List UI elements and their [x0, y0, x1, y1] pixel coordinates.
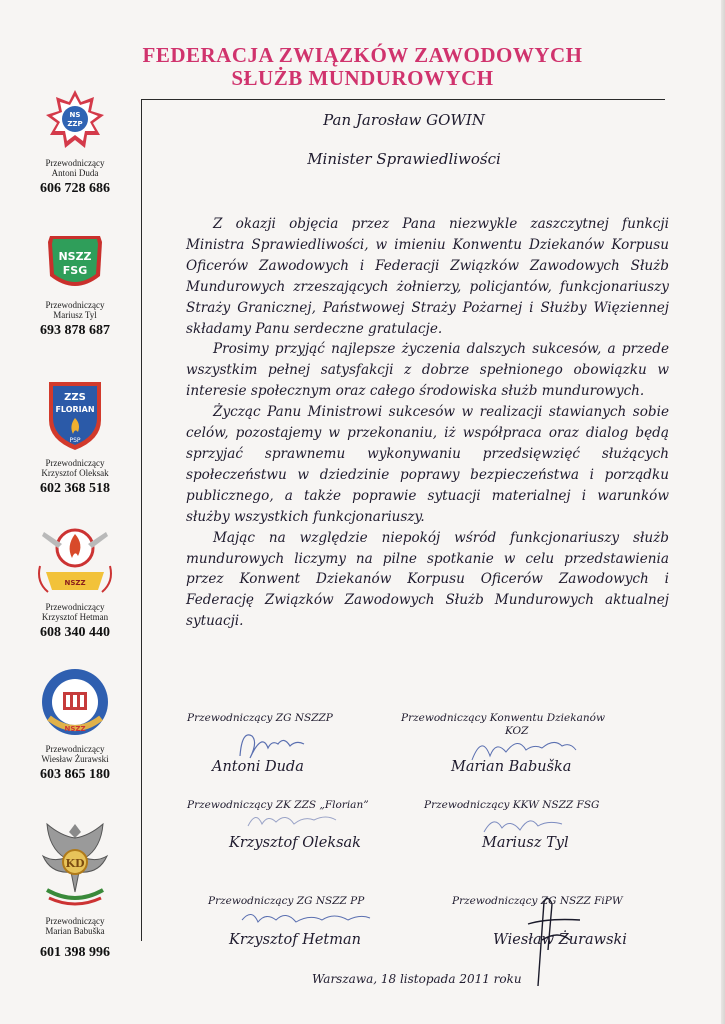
signature-name: Krzysztof Hetman: [229, 932, 361, 948]
letter-body: [186, 214, 669, 632]
place-date: Warszawa, 18 listopada 2011 roku: [312, 972, 522, 986]
sidebar-name: Marian Babuška: [45, 926, 105, 936]
letterhead-line-1: FEDERACJA ZWIĄZKÓW ZAWODOWYCH: [142, 43, 583, 67]
sidebar-role: Przewodniczący: [45, 300, 105, 310]
signature-title: Przewodniczący ZK ZZS „Florian”: [187, 799, 369, 811]
sidebar-role: Przewodniczący: [45, 158, 105, 168]
sidebar-name: Antoni Duda: [51, 168, 99, 178]
signature-name: Marian Babuška: [451, 759, 572, 775]
frame-top-rule: [141, 99, 665, 100]
signature-title: Przewodniczący Konwentu Dziekanów: [401, 712, 605, 724]
sidebar-phone: 603 865 180: [40, 767, 110, 782]
svg-text:FLORIAN: FLORIAN: [55, 405, 95, 414]
zzs-florian-shield-emblem-icon: [45, 380, 105, 452]
sidebar-member-3: [10, 380, 140, 497]
sidebar-role: Przewodniczący: [45, 744, 105, 754]
signature-name: Krzysztof Oleksak: [229, 835, 361, 851]
nszz-pracownikow-pozarnictwa-emblem-icon: [32, 514, 118, 596]
frame-left-rule: [141, 99, 142, 941]
letter-paragraph: Mając na względzie niepokój wśród funkcjonariuszy służb mundurowych liczymy na pilne spotkanie w celu przedstawienia przez Konwent Dziekanów Korpusu Oficerów Zawodowych i Federację Związków Zawodowych Służb Mundurowych aktualnej sytuacji.: [186, 529, 669, 630]
sidebar-role: Przewodniczący: [45, 916, 105, 926]
sidebar-member-2: [10, 232, 140, 339]
page-edge: [721, 0, 725, 1024]
sidebar-name: Krzysztof Hetman: [41, 612, 109, 622]
recipient-name: Pan Jarosław GOWIN: [323, 111, 485, 129]
signature-title: Przewodniczący KKW NSZZ FSG: [424, 799, 600, 811]
kd-eagle-emblem-icon: [35, 818, 115, 910]
signature-title-2: KOZ: [505, 725, 529, 737]
svg-text:NSZZ: NSZZ: [64, 579, 86, 587]
svg-text:KD: KD: [65, 857, 85, 870]
sidebar-role: Przewodniczący: [45, 602, 105, 612]
sidebar-name: Mariusz Tyl: [53, 310, 97, 320]
signature-name: Mariusz Tyl: [482, 835, 569, 851]
sidebar-member-4: [10, 514, 140, 641]
signature-scribble: [242, 806, 342, 836]
nszz-fsg-shield-emblem-icon: [44, 232, 106, 294]
sidebar-phone: 602 368 518: [40, 481, 110, 496]
letterhead-title: [0, 44, 725, 90]
sidebar-member-6: [10, 818, 140, 961]
letter-paragraph: Prosimy przyjąć najlepsze życzenia dalszych sukcesów, a przede wszystkim pełnej satysfakcji z dobrze spełnionego obowiązku w interesie społecznym oraz całego środowiska służb mundurowych.: [186, 341, 669, 400]
signature-name: Antoni Duda: [212, 759, 304, 775]
sidebar-phone: 693 878 687: [40, 323, 110, 338]
svg-text:ZZS: ZZS: [64, 392, 86, 403]
svg-text:ZZP: ZZP: [67, 120, 83, 128]
signature-title: Przewodniczący ZG NSZZP: [187, 712, 333, 724]
sidebar-phone: 601 398 996: [40, 945, 110, 960]
sidebar-phone: 606 728 686: [40, 181, 110, 196]
svg-text:NSZZ: NSZZ: [64, 725, 86, 733]
sidebar-phone: 608 340 440: [40, 625, 110, 640]
letter-paragraph: Życząc Panu Ministrowi sukcesów w realizacji stawianych sobie celów, pozostajemy w przekonaniu, iż współpraca oraz dialog będą sprzyjać sprawnemu wykonywaniu przedsięwzięć służących społeczeństwu w dziedzinie poprawy bezpieczeństwa i porządku publicznego, a także poprawie sytuacji materialnej i warunków służby wszystkich funkcjonariuszy.: [186, 404, 669, 525]
svg-text:PSP: PSP: [69, 437, 81, 444]
nszz-funkcjonariuszy-wieziennictwa-emblem-icon: [39, 668, 111, 738]
signature-title: Przewodniczący ZG NSZZ FiPW: [452, 895, 623, 907]
signature-title: Przewodniczący ZG NSZZ PP: [208, 895, 365, 907]
sidebar-member-5: [10, 668, 140, 783]
svg-text:NS: NS: [69, 111, 81, 119]
sidebar-role: Przewodniczący: [45, 458, 105, 468]
sidebar-member-1: [10, 88, 140, 197]
svg-text:NSZZ: NSZZ: [58, 250, 92, 263]
signature-name: Wiesław Żurawski: [493, 932, 627, 948]
letterhead-line-2: SŁUŻB MUNDUROWYCH: [231, 66, 494, 90]
nszzp-star-emblem-icon: [43, 88, 107, 152]
letter-paragraph: Z okazji objęcia przez Pana niezwykle zaszczytnej funkcji Ministra Sprawiedliwości, w imieniu Konwentu Dziekanów Korpusu Oficerów Zawodowych i Federacji Związków Zawodowych Służb Mundurowych zrzeszających żołnierzy, policjantów, funkcjonariuszy Straży Granicznej, Państwowej Straży Pożarnej i Służby Więziennej składamy Panu serdeczne gratulacje.: [186, 216, 669, 337]
recipient-title: Minister Sprawiedliwości: [307, 150, 501, 168]
sidebar-name: Wiesław Żurawski: [41, 754, 109, 764]
sidebar-name: Krzysztof Oleksak: [41, 468, 109, 478]
svg-text:FSG: FSG: [62, 264, 88, 277]
